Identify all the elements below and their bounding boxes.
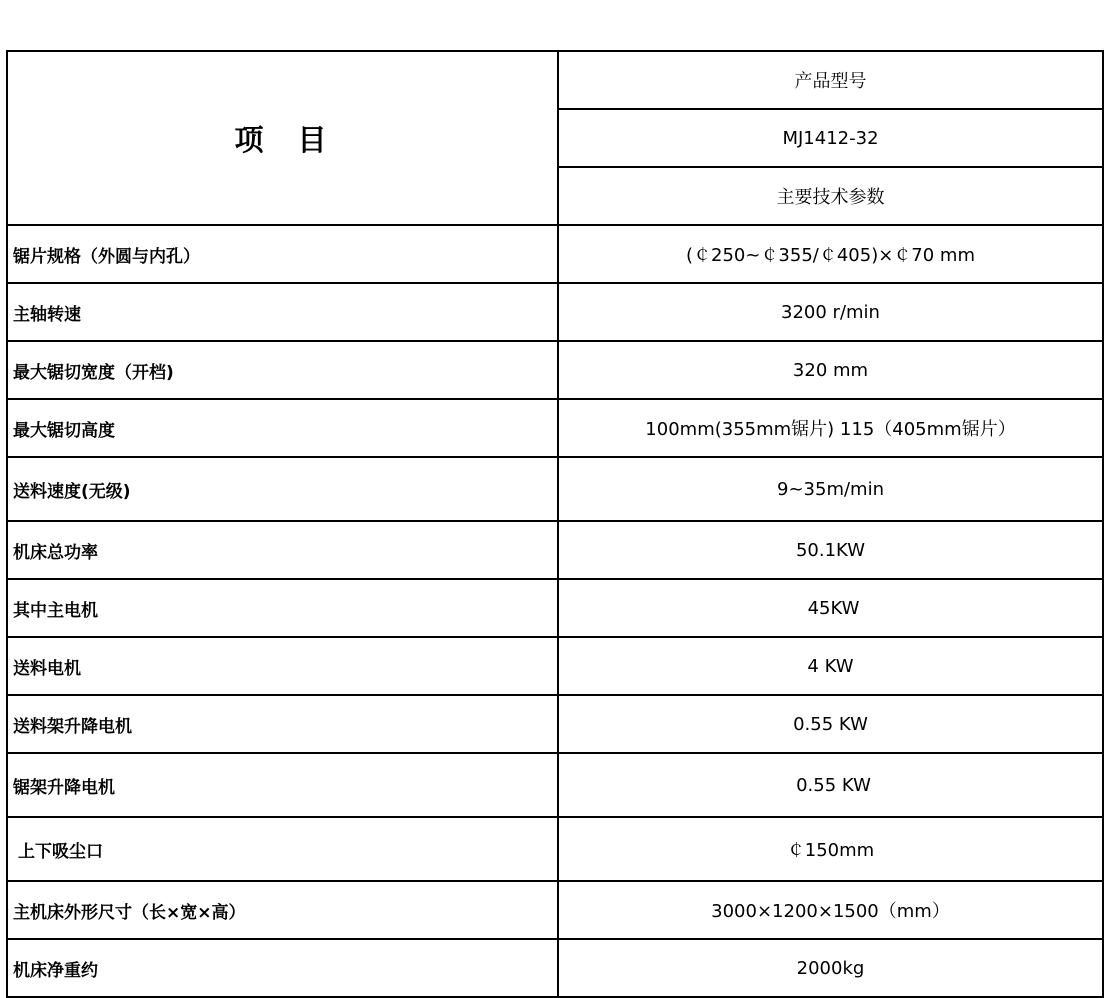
params-label-cell bbox=[558, 167, 1103, 225]
row-label: 其中主电机 bbox=[13, 600, 98, 621]
row-label: 最大锯切高度 bbox=[13, 420, 115, 441]
row-value-cell bbox=[558, 637, 1103, 695]
spec-table bbox=[6, 50, 1104, 998]
row-value-cell bbox=[558, 579, 1103, 637]
row-value: 3200 r/min bbox=[781, 301, 880, 323]
row-value-cell bbox=[558, 341, 1103, 399]
table-row bbox=[7, 225, 1103, 283]
model-value: MJ1412-32 bbox=[782, 127, 879, 149]
spec-sheet bbox=[6, 50, 1104, 996]
model-value-cell bbox=[558, 109, 1103, 167]
row-label-cell bbox=[7, 457, 558, 521]
row-label-cell bbox=[7, 695, 558, 753]
row-label-cell bbox=[7, 521, 558, 579]
row-value-cell bbox=[558, 695, 1103, 753]
row-label-cell bbox=[7, 579, 558, 637]
row-value: ￠150mm bbox=[786, 840, 875, 861]
row-label: 送料电机 bbox=[13, 658, 81, 679]
table-row bbox=[7, 341, 1103, 399]
table-row bbox=[7, 399, 1103, 457]
table-row bbox=[7, 939, 1103, 997]
row-value-cell bbox=[558, 881, 1103, 939]
row-label: 锯架升降电机 bbox=[13, 777, 115, 798]
row-value: 320 mm bbox=[792, 359, 869, 381]
row-value-cell bbox=[558, 753, 1103, 817]
row-label: 送料速度(无级) bbox=[13, 481, 131, 502]
row-value-cell bbox=[558, 817, 1103, 881]
table-row bbox=[7, 695, 1103, 753]
model-label: 产品型号 bbox=[794, 71, 867, 92]
row-label: 主机床外形尺寸（长×宽×高） bbox=[13, 902, 246, 923]
table-row bbox=[7, 753, 1103, 817]
row-label-cell bbox=[7, 939, 558, 997]
row-label-cell bbox=[7, 637, 558, 695]
table-row bbox=[7, 817, 1103, 881]
row-value-cell bbox=[558, 939, 1103, 997]
table-row bbox=[7, 521, 1103, 579]
row-value: 4 KW bbox=[807, 655, 854, 677]
row-label: 送料架升降电机 bbox=[13, 716, 132, 737]
row-label: 最大锯切宽度（开档) bbox=[13, 362, 174, 383]
table-row bbox=[7, 637, 1103, 695]
table-row bbox=[7, 457, 1103, 521]
row-value: 2000kg bbox=[796, 957, 865, 979]
table-row bbox=[7, 283, 1103, 341]
row-label: 机床总功率 bbox=[13, 542, 98, 563]
row-value: 100mm(355mm锯片) 115（405mm锯片） bbox=[645, 419, 1016, 440]
row-value-cell bbox=[558, 225, 1103, 283]
row-label-cell bbox=[7, 283, 558, 341]
header-row-model-label bbox=[7, 51, 1103, 109]
row-label-cell bbox=[7, 399, 558, 457]
row-value: 3000×1200×1500（mm） bbox=[711, 901, 950, 922]
row-value: 45KW bbox=[807, 597, 860, 619]
item-header-char-2: 目 bbox=[297, 122, 331, 157]
item-header-char-1: 项 bbox=[234, 122, 268, 157]
row-value: 50.1KW bbox=[795, 539, 866, 561]
row-value: 0.55 KW bbox=[796, 774, 871, 796]
row-value-cell bbox=[558, 283, 1103, 341]
row-value-cell bbox=[558, 399, 1103, 457]
item-header-cell bbox=[7, 51, 558, 225]
row-label-cell bbox=[7, 225, 558, 283]
row-label: 锯片规格（外圆与内孔） bbox=[13, 246, 200, 267]
model-label-cell bbox=[558, 51, 1103, 109]
row-value: 0.55 KW bbox=[793, 713, 868, 735]
row-value-cell bbox=[558, 457, 1103, 521]
row-label: 上下吸尘口 bbox=[18, 841, 103, 862]
params-label: 主要技术参数 bbox=[776, 187, 885, 208]
row-label: 主轴转速 bbox=[13, 304, 81, 325]
row-label-cell bbox=[7, 753, 558, 817]
table-row bbox=[7, 579, 1103, 637]
row-label-cell bbox=[7, 817, 558, 881]
row-value: (￠250~￠355/￠405)×￠70 mm bbox=[685, 245, 976, 266]
row-value-cell bbox=[558, 521, 1103, 579]
table-row bbox=[7, 881, 1103, 939]
row-label: 机床净重约 bbox=[13, 960, 98, 981]
row-label-cell bbox=[7, 881, 558, 939]
row-label-cell bbox=[7, 341, 558, 399]
row-value: 9~35m/min bbox=[777, 478, 884, 500]
